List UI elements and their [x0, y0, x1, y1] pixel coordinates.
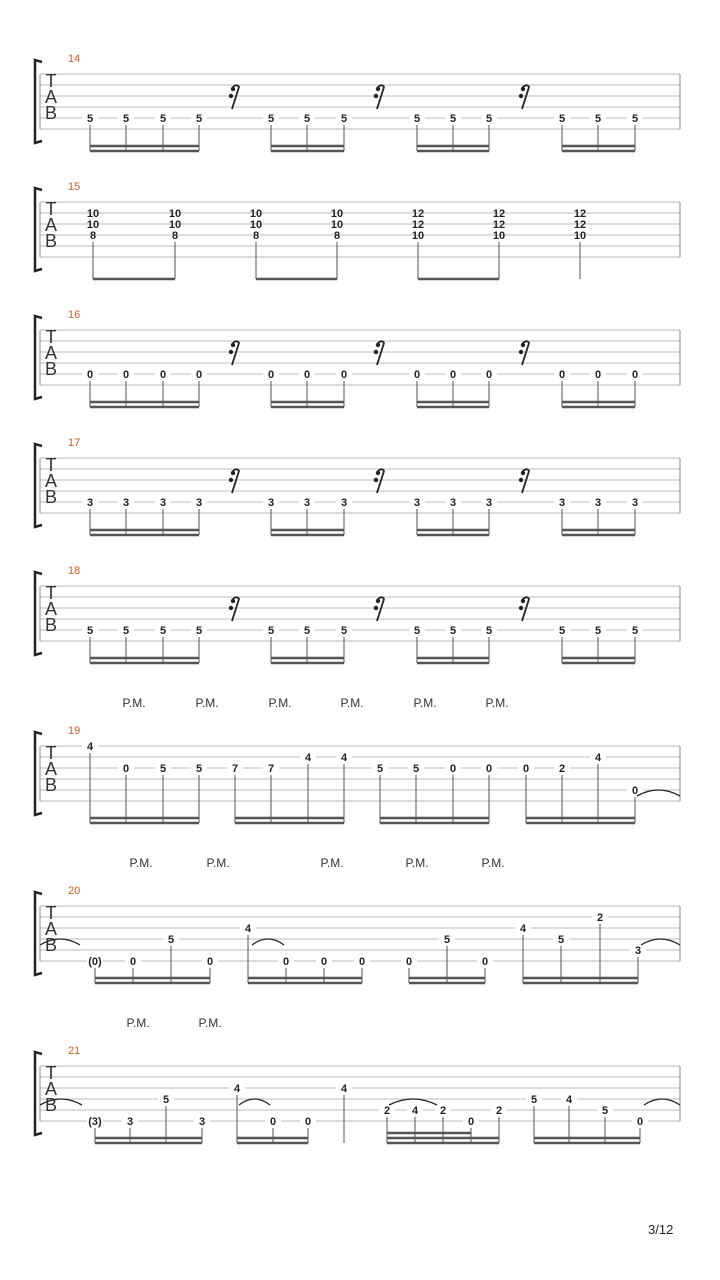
- palm-mute-mark: P.M.: [198, 1016, 222, 1030]
- tab-system: [35, 309, 680, 407]
- fret-number: 7: [231, 763, 239, 775]
- system-bracket: [35, 444, 42, 527]
- rest-dot: [231, 599, 235, 603]
- fret-number: 5: [449, 113, 457, 125]
- fret-number: 5: [594, 113, 602, 125]
- fret-number: 10: [330, 219, 344, 231]
- fret-number: 5: [122, 625, 130, 637]
- fret-number: 10: [86, 219, 100, 231]
- fret-number: (0): [88, 956, 102, 968]
- fret-number: 0: [282, 956, 290, 968]
- fret-number: 0: [86, 369, 94, 381]
- fret-number: 0: [631, 369, 639, 381]
- tab-clef-letter: A: [44, 215, 58, 235]
- fret-number: 5: [449, 625, 457, 637]
- palm-mute-mark: P.M.: [122, 696, 146, 710]
- fret-number: 5: [413, 113, 421, 125]
- fret-number: 3: [594, 497, 602, 509]
- palm-mute-mark: P.M.: [126, 1016, 150, 1030]
- fret-number: 0: [405, 956, 413, 968]
- fret-number: 3: [634, 945, 642, 957]
- measure-number: 20: [68, 885, 81, 897]
- fret-number: 4: [411, 1105, 419, 1117]
- fret-number: 8: [333, 230, 341, 242]
- rest-dot: [521, 343, 525, 347]
- fret-number: 0: [485, 763, 493, 775]
- system-bracket: [35, 188, 42, 271]
- palm-mute-mark: P.M.: [413, 696, 437, 710]
- rest-dot: [374, 478, 378, 482]
- fret-number: 0: [413, 369, 421, 381]
- fret-number: 5: [443, 934, 451, 946]
- fret-number: 3: [159, 497, 167, 509]
- fret-number: 5: [86, 113, 94, 125]
- fret-number: 0: [320, 956, 328, 968]
- fret-number: 0: [631, 785, 639, 797]
- fret-number: 2: [495, 1105, 503, 1117]
- fret-number: 7: [267, 763, 275, 775]
- tab-clef-letter: B: [44, 1095, 58, 1115]
- rest-dot: [229, 350, 233, 354]
- fret-number: 2: [596, 912, 604, 924]
- rest-dot: [519, 350, 523, 354]
- fret-number: 4: [233, 1083, 241, 1095]
- tab-clef-letter: B: [44, 231, 58, 251]
- fret-number: 5: [195, 113, 203, 125]
- rest-dot: [231, 87, 235, 91]
- tab-clef-letter: B: [44, 359, 58, 379]
- fret-number: 5: [267, 113, 275, 125]
- fret-number: 0: [195, 369, 203, 381]
- fret-number: 12: [411, 219, 425, 231]
- rest-dot: [231, 343, 235, 347]
- system-bracket: [35, 572, 42, 655]
- fret-number: 5: [267, 625, 275, 637]
- fret-number: 5: [485, 113, 493, 125]
- tab-system: [35, 696, 680, 823]
- fret-number: 0: [594, 369, 602, 381]
- fret-number: 2: [439, 1105, 447, 1117]
- fret-number: 4: [565, 1094, 573, 1106]
- fret-number: 10: [249, 219, 263, 231]
- fret-number: 5: [631, 113, 639, 125]
- tab-clef-letter: B: [44, 487, 58, 507]
- fret-number: 5: [159, 763, 167, 775]
- fret-number: 5: [413, 625, 421, 637]
- fret-number: 12: [573, 208, 587, 220]
- tab-clef-letter: T: [45, 583, 57, 603]
- fret-number: 5: [86, 625, 94, 637]
- tie-arc: [641, 939, 680, 945]
- fret-number: 10: [330, 208, 344, 220]
- palm-mute-mark: P.M.: [405, 856, 429, 870]
- fret-number: 3: [126, 1116, 134, 1128]
- tab-clef-letter: T: [45, 1063, 57, 1083]
- system-bracket: [35, 892, 42, 975]
- palm-mute-mark: P.M.: [268, 696, 292, 710]
- fret-number: 5: [195, 763, 203, 775]
- rest-dot: [376, 471, 380, 475]
- rest-dot: [519, 606, 523, 610]
- fret-number: 5: [558, 113, 566, 125]
- measure-number: 19: [68, 725, 81, 737]
- fret-number: 0: [122, 763, 130, 775]
- fret-number: 3: [558, 497, 566, 509]
- tie-arc: [252, 939, 284, 945]
- fret-number: 12: [492, 219, 506, 231]
- rest-dot: [374, 350, 378, 354]
- fret-number: 5: [167, 934, 175, 946]
- fret-number: 3: [413, 497, 421, 509]
- fret-number: 3: [198, 1116, 206, 1128]
- fret-number: 5: [485, 625, 493, 637]
- tab-clef-letter: B: [44, 775, 58, 795]
- fret-number: 10: [168, 219, 182, 231]
- tab-clef-letter: B: [44, 103, 58, 123]
- fret-number: (3): [88, 1116, 102, 1128]
- fret-number: 0: [558, 369, 566, 381]
- tab-clef-letter: A: [44, 919, 58, 939]
- fret-number: 0: [340, 369, 348, 381]
- fret-number: 5: [195, 625, 203, 637]
- fret-number: 5: [303, 113, 311, 125]
- fret-number: 5: [594, 625, 602, 637]
- fret-number: 10: [249, 208, 263, 220]
- fret-number: 5: [303, 625, 311, 637]
- fret-number: 0: [267, 369, 275, 381]
- fret-number: 10: [573, 230, 587, 242]
- fret-number: 4: [304, 752, 312, 764]
- fret-number: 4: [519, 923, 527, 935]
- fret-number: 0: [467, 1116, 475, 1128]
- measure-number: 15: [68, 181, 81, 193]
- palm-mute-mark: P.M.: [195, 696, 219, 710]
- system-bracket: [35, 1052, 42, 1135]
- fret-number: 10: [168, 208, 182, 220]
- tab-clef-letter: T: [45, 743, 57, 763]
- palm-mute-mark: P.M.: [481, 856, 505, 870]
- tab-clef-letter: T: [45, 455, 57, 475]
- fret-number: 8: [252, 230, 260, 242]
- tab-system: [35, 565, 680, 663]
- rest-dot: [374, 94, 378, 98]
- fret-number: 4: [244, 923, 252, 935]
- fret-number: 10: [86, 208, 100, 220]
- fret-number: 3: [86, 497, 94, 509]
- fret-number: 5: [340, 113, 348, 125]
- tie-arc: [637, 790, 680, 796]
- fret-number: 8: [171, 230, 179, 242]
- measure-number: 21: [68, 1045, 81, 1057]
- fret-number: 12: [411, 208, 425, 220]
- rest-dot: [231, 471, 235, 475]
- tab-clef-letter: A: [44, 471, 58, 491]
- fret-number: 4: [594, 752, 602, 764]
- fret-number: 10: [492, 230, 506, 242]
- tab-clef-letter: B: [44, 615, 58, 635]
- tab-clef-letter: T: [45, 199, 57, 219]
- fret-number: 0: [522, 763, 530, 775]
- fret-number: 0: [206, 956, 214, 968]
- tab-clef-letter: T: [45, 903, 57, 923]
- tie-arc: [239, 1099, 270, 1105]
- fret-number: 5: [530, 1094, 538, 1106]
- fret-number: 2: [558, 763, 566, 775]
- fret-number: 0: [269, 1116, 277, 1128]
- fret-number: 0: [358, 956, 366, 968]
- rest-dot: [521, 471, 525, 475]
- measure-number: 18: [68, 565, 81, 577]
- tab-system: [35, 437, 680, 535]
- tab-clef-letter: A: [44, 87, 58, 107]
- fret-number: 8: [89, 230, 97, 242]
- fret-number: 3: [449, 497, 457, 509]
- fret-number: 0: [449, 369, 457, 381]
- system-bracket: [35, 316, 42, 399]
- fret-number: 5: [159, 113, 167, 125]
- fret-number: 4: [86, 741, 94, 753]
- fret-number: 5: [340, 625, 348, 637]
- fret-number: 0: [485, 369, 493, 381]
- fret-number: 5: [631, 625, 639, 637]
- fret-number: 5: [159, 625, 167, 637]
- palm-mute-mark: P.M.: [320, 856, 344, 870]
- rest-dot: [521, 87, 525, 91]
- fret-number: 5: [601, 1105, 609, 1117]
- rest-dot: [374, 606, 378, 610]
- rest-dot: [229, 478, 233, 482]
- page-number: 3/12: [648, 1222, 674, 1237]
- system-bracket: [35, 60, 42, 143]
- fret-number: 5: [162, 1094, 170, 1106]
- fret-number: 3: [267, 497, 275, 509]
- fret-number: 3: [485, 497, 493, 509]
- fret-number: 3: [303, 497, 311, 509]
- fret-number: 4: [340, 752, 348, 764]
- fret-number: 10: [411, 230, 425, 242]
- tab-clef-letter: A: [44, 759, 58, 779]
- fret-number: 3: [195, 497, 203, 509]
- fret-number: 0: [303, 369, 311, 381]
- tab-clef-letter: A: [44, 599, 58, 619]
- fret-number: 5: [412, 763, 420, 775]
- rest-dot: [519, 478, 523, 482]
- fret-number: 3: [122, 497, 130, 509]
- system-bracket: [35, 732, 42, 815]
- fret-number: 12: [573, 219, 587, 231]
- tab-clef-letter: A: [44, 1079, 58, 1099]
- rest-dot: [376, 343, 380, 347]
- fret-number: 0: [122, 369, 130, 381]
- fret-number: 12: [492, 208, 506, 220]
- fret-number: 4: [340, 1083, 348, 1095]
- palm-mute-mark: P.M.: [485, 696, 509, 710]
- tab-clef-letter: T: [45, 327, 57, 347]
- palm-mute-mark: P.M.: [129, 856, 153, 870]
- tab-clef-letter: T: [45, 71, 57, 91]
- rest-dot: [519, 94, 523, 98]
- fret-number: 0: [481, 956, 489, 968]
- palm-mute-mark: P.M.: [206, 856, 230, 870]
- fret-number: 0: [159, 369, 167, 381]
- fret-number: 5: [557, 934, 565, 946]
- palm-mute-mark: P.M.: [340, 696, 364, 710]
- fret-number: 2: [383, 1105, 391, 1117]
- fret-number: 3: [631, 497, 639, 509]
- fret-number: 5: [122, 113, 130, 125]
- tab-system: [35, 53, 680, 151]
- measure-number: 14: [68, 53, 81, 65]
- rest-dot: [229, 606, 233, 610]
- rest-dot: [376, 599, 380, 603]
- measure-number: 16: [68, 309, 81, 321]
- fret-number: 0: [304, 1116, 312, 1128]
- fret-number: 0: [636, 1116, 644, 1128]
- rest-dot: [376, 87, 380, 91]
- tab-system: [35, 856, 680, 983]
- tab-system: [35, 181, 680, 279]
- fret-number: 0: [129, 956, 137, 968]
- rest-dot: [229, 94, 233, 98]
- tab-clef-letter: B: [44, 935, 58, 955]
- fret-number: 5: [558, 625, 566, 637]
- fret-number: 5: [376, 763, 384, 775]
- fret-number: 0: [449, 763, 457, 775]
- tab-clef-letter: A: [44, 343, 58, 363]
- tab-system: [35, 1016, 680, 1143]
- measure-number: 17: [68, 437, 81, 449]
- tie-arc: [644, 1099, 680, 1105]
- rest-dot: [521, 599, 525, 603]
- fret-number: 3: [340, 497, 348, 509]
